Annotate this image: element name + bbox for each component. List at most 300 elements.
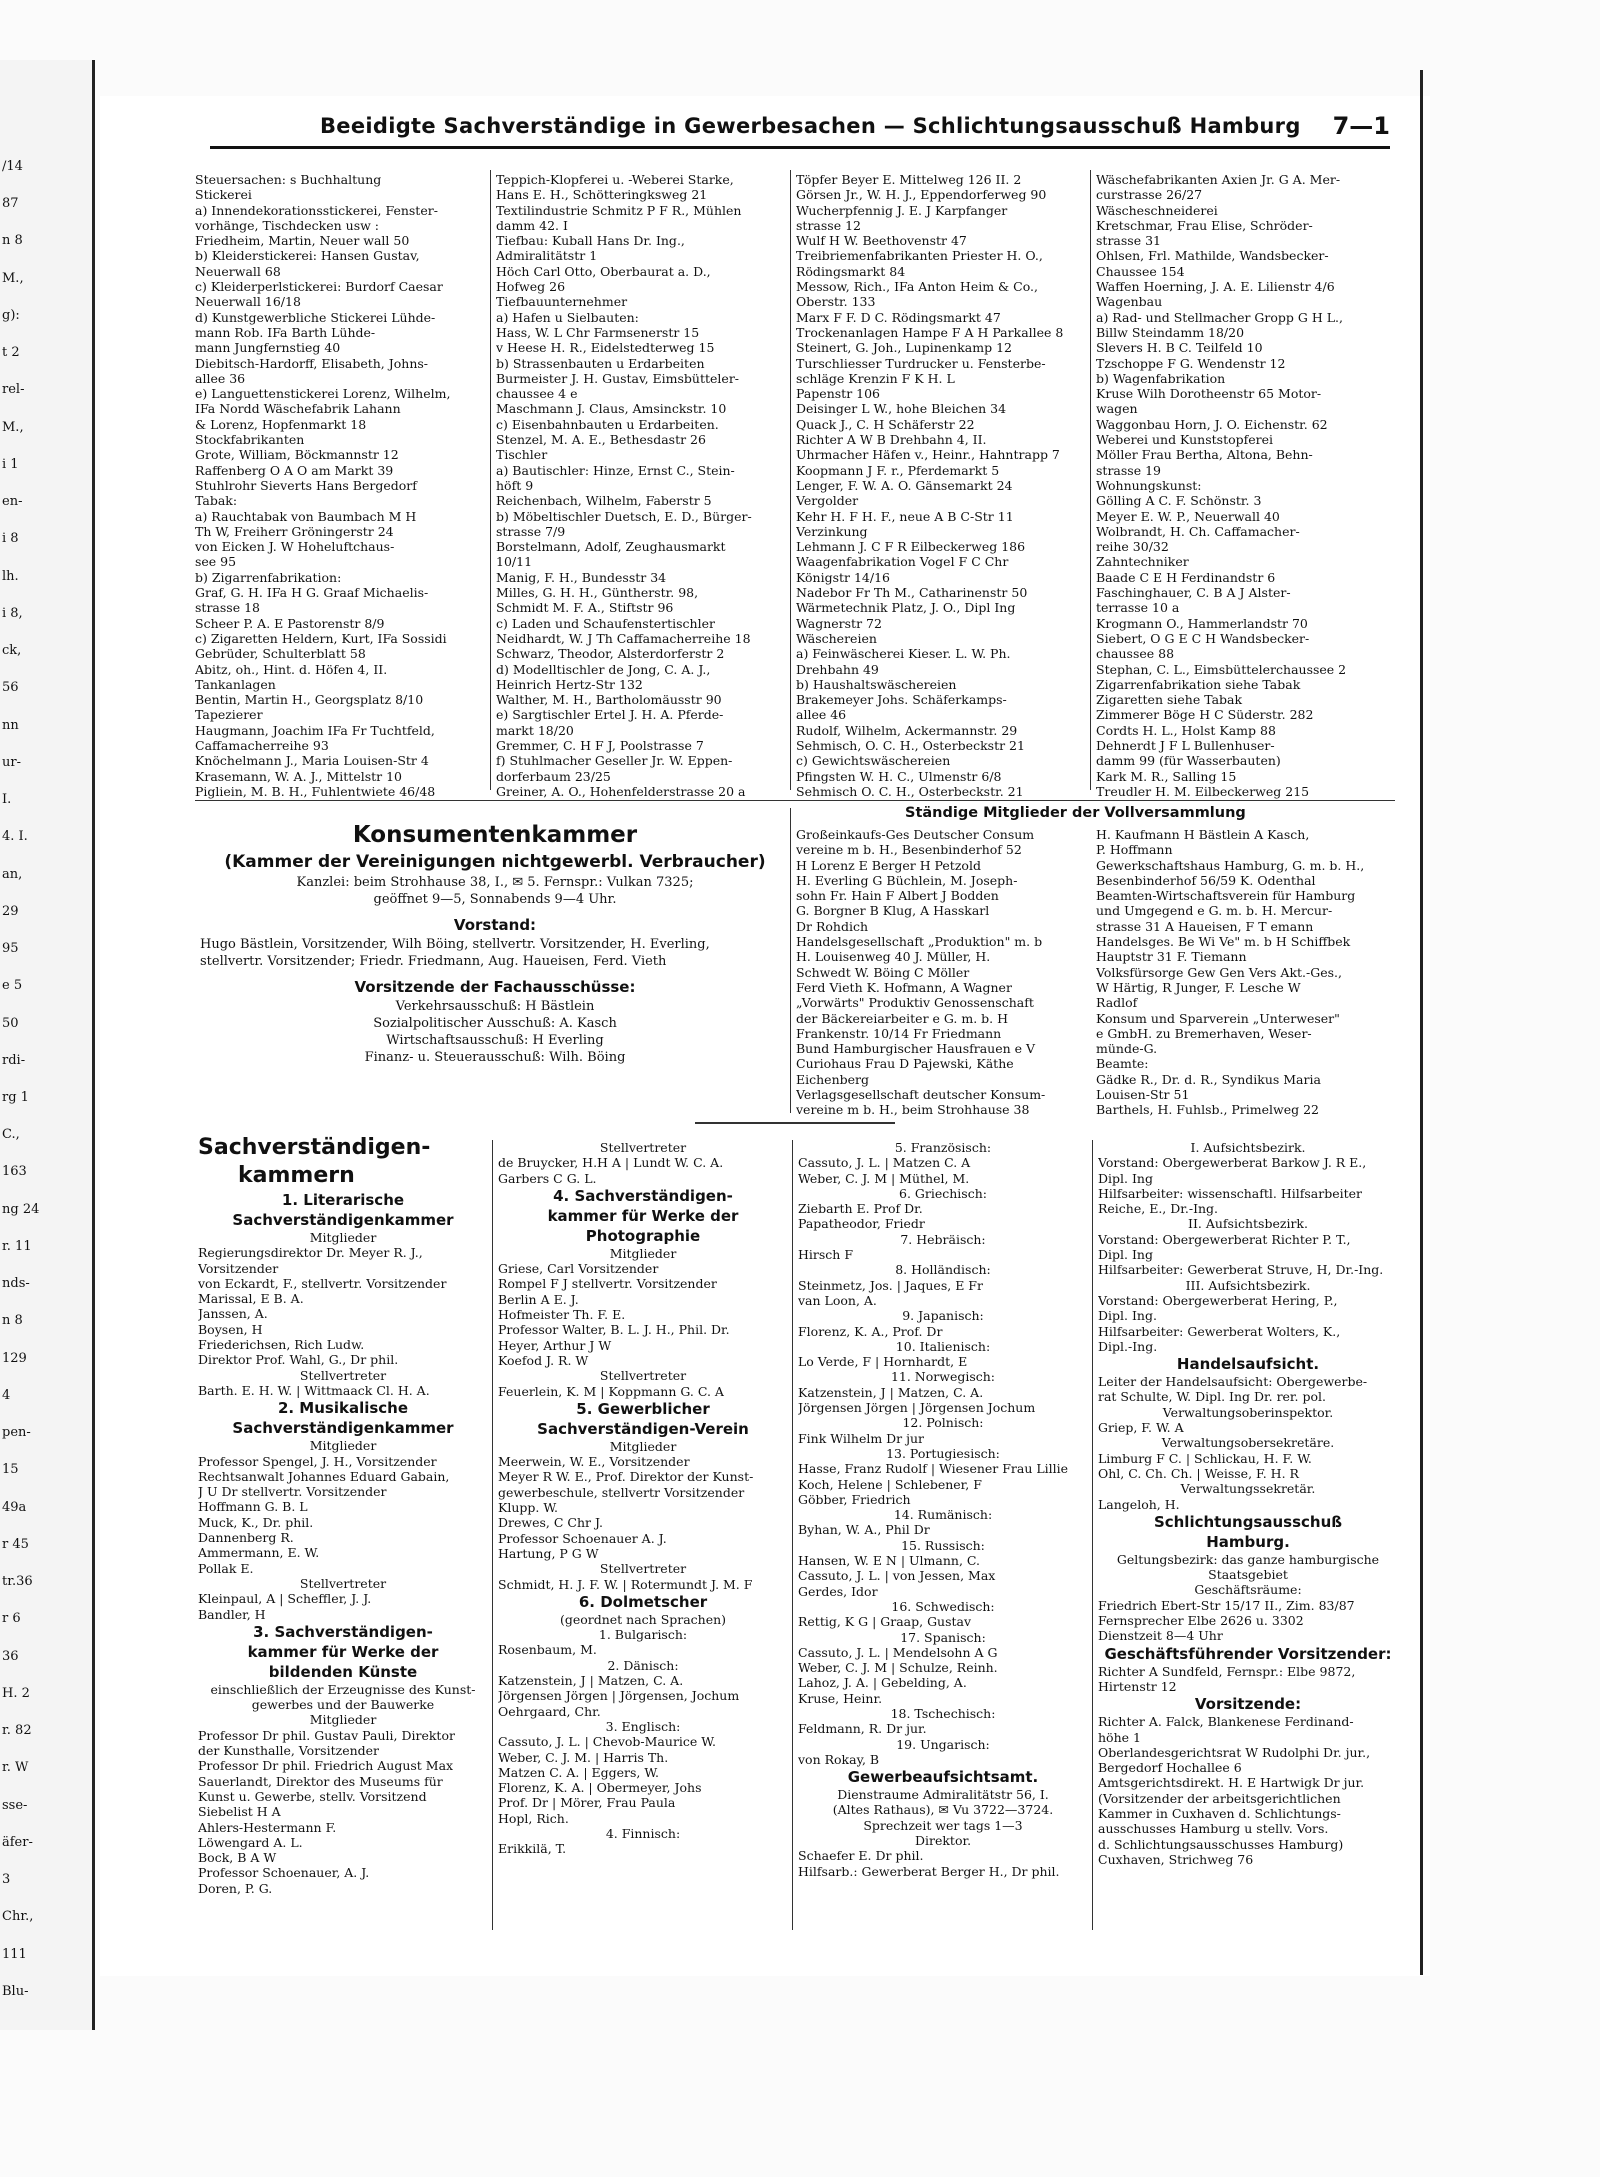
entry-line: Grote, William, Böckmannstr 12 xyxy=(195,447,399,463)
entry-line: Pfingsten W. H. C., Ulmenstr 6/8 xyxy=(796,768,1002,784)
margin-fragment: r. 82 xyxy=(2,1723,32,1739)
entry-line: Abitz, oh., Hint. d. Höfen 4, II. xyxy=(195,661,388,677)
entry-line: van Loon, A. xyxy=(798,1292,877,1308)
entry-line: Professor Dr phil. Gustav Pauli, Direktor xyxy=(198,1727,455,1743)
entry-line: Barthels, H. Fuhlsb., Primelweg 22 xyxy=(1096,1102,1320,1118)
entry-line: Oberlandesgerichtsrat W Rudolphi Dr. jur., xyxy=(1098,1744,1371,1760)
subheading: 17. Spanisch: xyxy=(900,1629,986,1645)
section-heading: Sachverständigen-Verein xyxy=(537,1419,749,1438)
entry-line: Marissal, E B. A. xyxy=(198,1291,304,1307)
margin-fragment: r 6 xyxy=(2,1611,21,1627)
entry-line: Dehnerdt J F L Bullenhuser- xyxy=(1096,737,1275,753)
entry-line: Ahlers-Hestermann F. xyxy=(198,1819,337,1835)
entry-line: Stephan, C. L., Eimsbüttelerchaussee 2 xyxy=(1096,661,1347,677)
entry-line: J U Dr stellvertr. Vorsitzender xyxy=(198,1484,387,1500)
entry-line: und Umgegend e G. m. b. H. Mercur- xyxy=(1096,903,1333,919)
margin-fragment: ur- xyxy=(2,754,21,770)
subheading: 11. Norwegisch: xyxy=(890,1369,996,1385)
subheading: 2. Dänisch: xyxy=(607,1657,679,1673)
entry-line: Dannenberg R. xyxy=(198,1530,294,1546)
entry-line: a) Innendekorationsstickerei, Fenster- xyxy=(195,202,438,218)
entry-line: Direktor Prof. Wahl, G., Dr phil. xyxy=(198,1352,399,1368)
subheading: 5. Französisch: xyxy=(894,1140,992,1155)
entry-line: Haugmann, Joachim IFa Fr Tuchtfeld, xyxy=(195,722,435,738)
entry-line: e GmbH. zu Bremerhaven, Weser- xyxy=(1096,1025,1312,1041)
entry-line: Meyer R W. E., Prof. Direktor der Kunst- xyxy=(498,1469,754,1485)
entry-line: a) Bautischler: Hinze, Ernst C., Stein- xyxy=(496,462,735,478)
committee-line: Verkehrsausschuß: H Bästlein xyxy=(395,999,595,1014)
entry-line: H. Everling G Büchlein, M. Joseph- xyxy=(796,872,1018,888)
entry-line: von Eicken J. W Hoheluftchaus- xyxy=(195,539,395,555)
section-heading: 3. Sachverständigen- xyxy=(253,1622,433,1641)
entry-line: Waagenfabrikation Vogel F C Chr xyxy=(796,554,1009,570)
section-heading: Gewerbeaufsichtsamt. xyxy=(847,1768,1039,1787)
margin-fragment: 49a xyxy=(2,1499,27,1515)
subheading: 3. Englisch: xyxy=(605,1718,681,1734)
entry-line: Admiralitätstr 1 xyxy=(496,248,598,264)
entry-line: Pigliein, M. B. H., Fuhlentwiete 46/48 xyxy=(195,783,436,799)
entry-line: Hilfsarbeiter: wissenschaftl. Hilfsarbeiter xyxy=(1098,1185,1362,1201)
entry-line: gewerbeschule, stellvertr Vorsitzender xyxy=(498,1484,745,1500)
entry-line: Curiohaus Frau D Pajewski, Käthe xyxy=(796,1056,1014,1072)
entry-line: W Härtig, R Junger, F. Lesche W xyxy=(1096,979,1301,995)
entry-line: Cassuto, J. L. | von Jessen, Max xyxy=(798,1568,996,1584)
entry-line: Amtsgerichtsdirekt. H. E Hartwigk Dr jur. xyxy=(1098,1775,1365,1791)
entry-line: (Vorsitzender der arbeitsgerichtlichen xyxy=(1098,1790,1341,1806)
margin-fragment: 36 xyxy=(2,1648,19,1664)
entry-line: Griep, F. W. A xyxy=(1098,1420,1184,1436)
committee-line: Wirtschaftsausschuß: H Everling xyxy=(386,1033,604,1048)
entry-line: Siebelist H A xyxy=(198,1804,281,1820)
entry-line: Fernsprecher Elbe 2626 u. 3302 xyxy=(1098,1613,1304,1629)
subheading: 15. Russisch: xyxy=(901,1537,985,1553)
entry-line: Volksfürsorge Gew Gen Vers Akt.-Ges., xyxy=(1096,964,1343,980)
entry-line: Messow, Rich., IFa Anton Heim & Co., xyxy=(796,279,1038,295)
entry-line: vereine m b. H., Besenbinderhof 52 xyxy=(796,842,1022,858)
konsum-title: Konsumentenkammer xyxy=(352,822,638,848)
entry-line: Erikkilä, T. xyxy=(498,1841,567,1857)
entry-line: Kleinpaul, A | Scheffler, J. J. xyxy=(198,1591,372,1607)
entry-line: Hopl, Rich. xyxy=(498,1810,569,1826)
margin-fragment: r. 11 xyxy=(2,1238,32,1254)
entry-line: c) Laden und Schaufenstertischler xyxy=(496,615,715,631)
entry-line: Wagnerstr 72 xyxy=(796,615,882,631)
entry-line: strasse 31 A Haueisen, F T emann xyxy=(1096,918,1314,934)
entry-line: Kunst u. Gewerbe, stellv. Vorsitzend xyxy=(198,1788,427,1804)
margin-fragment: r. W xyxy=(2,1760,29,1776)
entry-line: c) Kleiderperlstickerei: Burdorf Caesar xyxy=(195,279,443,295)
entry-line: Sauerlandt, Direktor des Museums für xyxy=(198,1773,443,1789)
entry-line: b) Zigarrenfabrikation: xyxy=(195,569,342,585)
entry-line: Professor Walter, B. L. J. H., Phil. Dr. xyxy=(498,1322,730,1338)
entry-line: Kammer in Cuxhaven d. Schlichtungs- xyxy=(1098,1805,1341,1821)
margin-fragment: 50 xyxy=(2,1015,19,1031)
entry-line: Löwengard A. L. xyxy=(198,1834,303,1850)
margin-fragment: 95 xyxy=(2,941,19,957)
entry-line: Cuxhaven, Strichweg 76 xyxy=(1098,1851,1254,1867)
entry-line: Hirtenstr 12 xyxy=(1098,1678,1177,1694)
section-heading: Sachverständigenkammer xyxy=(232,1419,454,1438)
entry-line: Hass, W. L Chr Farmsenerstr 15 xyxy=(496,324,700,340)
entry-line: Drehbahn 49 xyxy=(796,661,879,677)
entry-line: münde-G. xyxy=(1096,1041,1158,1057)
entry-line: Griese, Carl Vorsitzender xyxy=(498,1261,659,1277)
margin-fragment: äfer- xyxy=(2,1834,33,1850)
entry-line: Oberstr. 133 xyxy=(796,294,876,310)
section-heading: 5. Gewerblicher xyxy=(576,1399,710,1418)
entry-line: höhe 1 xyxy=(1098,1729,1141,1745)
margin-fragment: sse- xyxy=(2,1797,28,1813)
column-divider xyxy=(1090,170,1091,790)
entry-line: Hans E. H., Schötteringksweg 21 xyxy=(496,187,708,203)
entry-line: Trockenanlagen Hampe F A H Parkallee 8 xyxy=(796,324,1064,340)
entry-line: Milles, G. H. H., Güntherstr. 98, xyxy=(496,585,699,601)
entry-line: Nadebor Fr Th M., Catharinenstr 50 xyxy=(796,585,1028,601)
section-heading: Schlichtungsausschuß xyxy=(1153,1512,1343,1531)
entry-line: Handelsgesellschaft „Produktion" m. b xyxy=(796,934,1043,950)
entry-line: markt 18/20 xyxy=(496,722,574,738)
margin-fragment: r 45 xyxy=(2,1536,29,1552)
entry-line: Doren, P. G. xyxy=(198,1880,273,1896)
entry-line: Deisinger L W., hohe Bleichen 34 xyxy=(796,401,1007,417)
entry-line: Schaefer E. Dr phil. xyxy=(798,1848,924,1864)
subheading: III. Aufsichtsbezirk. xyxy=(1185,1277,1311,1293)
entry-line: d. Schlichtungsausschusses Hamburg) xyxy=(1098,1836,1344,1852)
entry-line: Tankanlagen xyxy=(195,676,276,692)
entry-line: Königstr 14/16 xyxy=(796,569,890,585)
column-divider xyxy=(790,170,791,790)
entry-line: chaussee 4 e xyxy=(496,386,578,402)
entry-line: Slevers H. B C. Teilfeld 10 xyxy=(1096,340,1263,356)
entry-line: mann Jungfernstieg 40 xyxy=(195,340,341,356)
subheading: 16. Schwedisch: xyxy=(891,1598,995,1614)
konsum-address: Kanzlei: beim Strohhause 38, I., ✉ 5. Fernspr.: Vulkan 7325; xyxy=(296,875,694,890)
entry-line: Hilfsarbeiter: Gewerberat Struve, H, Dr.-Ing. xyxy=(1098,1262,1384,1278)
entry-line: Fink Wilhelm Dr jur xyxy=(798,1430,925,1446)
entry-line: Stockfabrikanten xyxy=(195,432,305,448)
margin-fragment: 4. I. xyxy=(2,829,28,845)
konsum-hours: geöffnet 9—5, Sonnabends 9—4 Uhr. xyxy=(373,892,617,907)
entry-line: Marx F F. D C. Rödingsmarkt 47 xyxy=(796,309,1001,325)
entry-line: Dipl. Ing xyxy=(1098,1247,1153,1263)
entry-line: Borstelmann, Adolf, Zeughausmarkt xyxy=(496,539,726,555)
entry-line: Diebitsch-Hardorff, Elisabeth, Johns- xyxy=(195,355,429,371)
entry-line: Gewerkschaftshaus Hamburg, G. m. b. H., xyxy=(1096,857,1365,873)
entry-line: v Heese H. R., Eidelstedterweg 15 xyxy=(496,340,715,356)
section-heading: bildenden Künste xyxy=(268,1662,418,1681)
margin-fragment: i 8, xyxy=(2,605,23,621)
entry-line: Raffenberg O A O am Markt 39 xyxy=(195,462,394,478)
entry-line: Friedheim, Martin, Neuer wall 50 xyxy=(195,233,410,249)
entry-line: Limburg F C. | Schlickau, H. F. W. xyxy=(1098,1450,1312,1466)
entry-line: Th W, Freiherr Gröningerstr 24 xyxy=(195,523,394,539)
entry-line: Turschliesser Turdrucker u. Fensterbe- xyxy=(796,355,1046,371)
entry-line: Rödingsmarkt 84 xyxy=(796,263,906,279)
entry-line: Hilfsarb.: Gewerberat Berger H., Dr phil. xyxy=(798,1863,1060,1879)
konsum-subtitle: (Kammer der Vereinigungen nichtgewerbl. Verbraucher) xyxy=(224,852,766,872)
margin-fragment: rg 1 xyxy=(2,1090,29,1105)
section-heading: Photographie xyxy=(585,1226,701,1245)
entry-line: Brakemeyer Johs. Schäferkamps- xyxy=(796,692,1007,708)
entry-line: Faschinghauer, C. B A J Alster- xyxy=(1096,585,1291,601)
entry-line: b) Strassenbauten u Erdarbeiten xyxy=(496,355,705,371)
entry-line: Katzenstein, J | Matzen, C. A. xyxy=(498,1673,684,1689)
subheading: 9. Japanisch: xyxy=(902,1308,984,1324)
entry-line: reihe 30/32 xyxy=(1096,539,1169,555)
entry-line: Koefod J. R. W xyxy=(498,1352,589,1368)
entry-line: Graf, G. H. IFa H G. Graaf Michaelis- xyxy=(195,585,429,601)
subheading: I. Aufsichtsbezirk. xyxy=(1190,1140,1306,1155)
subheading: (geordnet nach Sprachen) xyxy=(559,1611,727,1627)
entry-line: Besenbinderhof 56/59 K. Odenthal xyxy=(1096,872,1316,888)
entry-line: Hansen, W. E N | Ulmann, C. xyxy=(798,1553,980,1569)
margin-fragment: n 8 xyxy=(2,1313,23,1329)
entry-line: Dr Rohdich xyxy=(796,918,869,934)
entry-line: Sehmisch, O. C. H., Osterbeckstr 21 xyxy=(796,737,1025,753)
column-divider xyxy=(490,170,491,790)
margin-fragment: Blu- xyxy=(2,1983,29,1999)
margin-fragment: 163 xyxy=(2,1164,27,1180)
entry-line: wagen xyxy=(1096,401,1138,417)
entry-line: Katzenstein, J | Matzen, C. A. xyxy=(798,1384,984,1400)
entry-line: curstrasse 26/27 xyxy=(1096,187,1203,203)
entry-line: Koopmann J F. r., Pferdemarkt 5 xyxy=(796,462,1000,478)
subheading: Stellvertreter xyxy=(599,1140,687,1155)
entry-line: Vorsitzender xyxy=(198,1260,279,1276)
entry-line: Lehmann J. C F R Eilbeckerweg 186 xyxy=(796,539,1026,555)
entry-line: Tiefbau: Kuball Hans Dr. Ing., xyxy=(496,233,685,249)
entry-line: c) Gewichtswäschereien xyxy=(796,753,951,769)
entry-line: Drewes, C Chr J. xyxy=(498,1515,603,1531)
entry-line: Zigarrenfabrikation siehe Tabak xyxy=(1096,676,1301,692)
subheading: Geschäftsräume: xyxy=(1194,1582,1302,1598)
entry-line: Muck, K., Dr. phil. xyxy=(198,1514,314,1530)
entry-line: Tapezierer xyxy=(195,707,263,723)
entry-line: e) Languettenstickerei Lorenz, Wilhelm, xyxy=(195,386,451,402)
margin-fragment: en- xyxy=(2,494,23,510)
entry-line: Großeinkaufs-Ges Deutscher Consum xyxy=(796,827,1035,842)
entry-line: c) Eisenbahnbauten u Erdarbeiten. xyxy=(496,416,719,432)
column-2-bottom xyxy=(498,1140,788,1935)
margin-fragment: M., xyxy=(2,419,24,435)
header-title: Beeidigte Sachverständige in Gewerbesachen — Schlichtungsausschuß Hamburg xyxy=(320,114,1301,138)
entry-line: Töpfer Beyer E. Mittelweg 126 II. 2 xyxy=(796,172,1022,187)
entry-line: Gölling A C. F. Schönstr. 3 xyxy=(1096,493,1262,509)
entry-line: Verzinkung xyxy=(796,523,868,539)
sachverstaendigen-title: Sachverständigen- xyxy=(198,1135,431,1160)
entry-line: Reichenbach, Wilhelm, Faberstr 5 xyxy=(496,493,712,509)
entry-line: Florenz, K. A. | Obermeyer, Johs xyxy=(498,1780,702,1796)
entry-line: Prof. Dr | Mörer, Frau Paula xyxy=(498,1795,676,1811)
vollversammlung-title: Ständige Mitglieder der Vollversammlung xyxy=(905,805,1246,821)
subheading: 4. Finnisch: xyxy=(605,1825,681,1841)
entry-line: Louisen-Str 51 xyxy=(1096,1087,1190,1103)
entry-line: Tischler xyxy=(496,447,548,463)
section-divider-short xyxy=(695,1122,895,1124)
margin-fragment: 4 xyxy=(2,1387,11,1403)
entry-line: strasse 12 xyxy=(796,217,861,233)
entry-line: Stenzel, M. A. E., Bethesdastr 26 xyxy=(496,432,706,448)
entry-line: damm 99 (für Wasserbauten) xyxy=(1096,753,1281,769)
entry-line: Chaussee 154 xyxy=(1096,263,1185,279)
entry-line: Treibriemenfabrikanten Priester H. O., xyxy=(796,248,1043,264)
entry-line: Bock, B A W xyxy=(198,1850,277,1866)
entry-line: Lahoz, J. A. | Gebelding, A. xyxy=(798,1675,967,1691)
margin-fragment: M., xyxy=(2,270,24,286)
entry-line: Scheer P. A. E Pastorenstr 8/9 xyxy=(195,615,385,631)
subheading: Verwaltungssekretär. xyxy=(1180,1481,1316,1497)
margin-fragment: t 2 xyxy=(2,345,20,361)
entry-line: a) Feinwäscherei Kieser. L. W. Ph. xyxy=(796,646,1011,662)
entry-line: a) Rauchtabak von Baumbach M H xyxy=(195,508,417,524)
entry-line: Byhan, W. A., Phil Dr xyxy=(798,1522,930,1538)
margin-fragment: 15 xyxy=(2,1462,19,1478)
entry-line: Papenstr 106 xyxy=(796,386,880,402)
margin-fragment: ck, xyxy=(2,643,22,659)
column-2-top xyxy=(496,172,788,802)
entry-line: Bandler, H xyxy=(198,1606,266,1622)
entry-line: Görsen Jr., W. H. J., Eppendorferweg 90 xyxy=(796,187,1047,203)
entry-line: Kehr H. F H. F., neue A B C-Str 11 xyxy=(796,508,1014,524)
subheading: Stellvertreter xyxy=(299,1575,387,1591)
entry-line: Krogmann O., Hammerlandstr 70 xyxy=(1096,615,1308,631)
margin-fragment: lh. xyxy=(2,568,19,584)
entry-line: Hofweg 26 xyxy=(496,279,566,295)
column-4-top xyxy=(1096,172,1396,802)
subheading: Mitglieder xyxy=(609,1245,677,1261)
subheading: 14. Rumänisch: xyxy=(893,1507,993,1523)
entry-line: a) Rad- und Stellmacher Gropp G H L., xyxy=(1096,309,1343,325)
entry-line: schläge Krenzin F K H. L xyxy=(796,370,955,386)
subheading: Staatsgebiet xyxy=(1208,1567,1288,1583)
entry-line: Papatheodor, Friedr xyxy=(798,1216,925,1232)
entry-line: von Rokay, B xyxy=(798,1751,880,1767)
entry-line: Heinrich Hertz-Str 132 xyxy=(496,676,643,692)
margin-fragment: 56 xyxy=(2,680,19,696)
committees-label: Vorsitzende der Fachausschüsse: xyxy=(354,978,636,996)
entry-line: strasse 18 xyxy=(195,600,260,616)
entry-line: sohn Fr. Hain F Albert J Bodden xyxy=(796,888,999,904)
entry-line: Höch Carl Otto, Oberbaurat a. D., xyxy=(496,263,711,279)
subheading: gewerbes und der Bauwerke xyxy=(251,1697,435,1713)
subheading: Mitglieder xyxy=(309,1438,377,1454)
entry-line: Teppich-Klopferei u. -Weberei Starke, xyxy=(496,172,734,187)
margin-fragment: ng 24 xyxy=(2,1201,40,1217)
column-divider xyxy=(790,808,791,1113)
margin-fragment: an, xyxy=(2,866,23,882)
margin-fragment: i 1 xyxy=(2,456,19,472)
margin-fragment: /14 xyxy=(2,159,23,174)
entry-line: Treudler H. M. Eilbeckerweg 215 xyxy=(1096,783,1310,799)
subheading: 19. Ungarisch: xyxy=(896,1736,990,1752)
entry-line: Friederichsen, Rich Ludw. xyxy=(198,1337,365,1353)
entry-line: Cassuto, J. L. | Mendelsohn A G xyxy=(798,1644,998,1660)
entry-line: Kruse, Heinr. xyxy=(798,1690,883,1706)
page-right-border xyxy=(1420,70,1423,1975)
entry-line: Wolbrandt, H. Ch. Caffamacher- xyxy=(1096,523,1300,539)
subheading: Geltungsbezirk: das ganze hamburgische xyxy=(1116,1551,1380,1567)
entry-line: Kruse Wilh Dorotheenstr 65 Motor- xyxy=(1096,386,1322,402)
entry-line: Dienstzeit 8—4 Uhr xyxy=(1098,1628,1223,1644)
entry-line: vereine m b. H., beim Strohhause 38 xyxy=(796,1102,1030,1118)
entry-line: Billw Steindamm 18/20 xyxy=(1096,324,1245,340)
section-divider xyxy=(195,800,1395,801)
entry-line: Matzen C. A. | Eggers, W. xyxy=(498,1764,660,1780)
entry-line: Pollak E. xyxy=(198,1560,254,1576)
entry-line: H. Kaufmann H Bästlein A Kasch, xyxy=(1096,827,1310,842)
subheading: 12. Polnisch: xyxy=(902,1415,984,1431)
entry-line: Oehrgaard, Chr. xyxy=(498,1703,601,1719)
entry-line: Wulf H W. Beethovenstr 47 xyxy=(796,233,967,249)
margin-fragment: nds- xyxy=(2,1276,30,1292)
subheading: (Altes Rathaus), ✉ Vu 3722—3724. xyxy=(832,1802,1054,1818)
section-heading: Hamburg. xyxy=(1206,1532,1290,1551)
entry-line: Handelsges. Be Wi Ve" m. b H Schiffbek xyxy=(1096,934,1351,950)
entry-line: Neuerwall 68 xyxy=(195,263,281,279)
section-heading: 4. Sachverständigen- xyxy=(553,1186,733,1205)
subheading: Verwaltungsobersekretäre. xyxy=(1161,1435,1335,1451)
entry-line: Professor Dr phil. Friedrich August Max xyxy=(198,1758,454,1774)
page-header xyxy=(210,110,1390,149)
subheading: 10. Italienisch: xyxy=(895,1338,991,1354)
entry-line: Maschmann J. Claus, Amsinckstr. 10 xyxy=(496,401,727,417)
entry-line: b) Kleiderstickerei: Hansen Gustav, xyxy=(195,248,420,264)
entry-line: Caffamacherreihe 93 xyxy=(195,737,329,753)
entry-line: Ohlsen, Frl. Mathilde, Wandsbecker- xyxy=(1096,248,1329,264)
entry-line: Tzschoppe F G. Wendenstr 12 xyxy=(1096,355,1286,371)
entry-line: Quack J., C. H Schäferstr 22 xyxy=(796,416,975,432)
section-heading: 2. Musikalische xyxy=(277,1399,409,1418)
entry-line: Stickerei xyxy=(195,187,252,203)
entry-line: Klupp. W. xyxy=(498,1500,558,1516)
entry-line: Stuhlrohr Sieverts Hans Bergedorf xyxy=(195,477,417,493)
entry-line: Beamte: xyxy=(1096,1056,1149,1072)
entry-line: Weber, C. J. M. | Harris Th. xyxy=(498,1749,669,1765)
subheading: 6. Griechisch: xyxy=(899,1185,987,1201)
entry-line: Koch, Helene | Schlebener, F xyxy=(798,1476,982,1492)
entry-line: Steinert, G. Joh., Lupinenkamp 12 xyxy=(796,340,1012,356)
margin-fragment: Chr., xyxy=(2,1909,34,1925)
entry-line: Professor Spengel, J. H., Vorsitzender xyxy=(198,1453,437,1469)
entry-line: Schmidt, H. J. F. W. | Rotermundt J. M. F xyxy=(498,1576,753,1592)
margin-fragment: 129 xyxy=(2,1350,27,1366)
column-4-bottom xyxy=(1098,1140,1398,1935)
adjacent-page-strip xyxy=(0,60,95,2030)
entry-line: d) Kunstgewerbliche Stickerei Lühde- xyxy=(195,309,436,325)
entry-line: c) Zigaretten Heldern, Kurt, IFa Sossidi xyxy=(195,630,447,646)
entry-line: Lo Verde, F | Hornhardt, E xyxy=(798,1354,968,1370)
entry-line: Ohl, C. Ch. Ch. | Weisse, F. H. R xyxy=(1098,1465,1299,1481)
entry-line: allee 36 xyxy=(195,370,246,386)
subheading: Sprechzeit wer tags 1—3 xyxy=(863,1817,1023,1833)
entry-line: Richter A Sundfeld, Fernspr.: Elbe 9872, xyxy=(1098,1663,1356,1679)
subheading: Mitglieder xyxy=(309,1712,377,1728)
entry-line: Kark M. R., Salling 15 xyxy=(1096,768,1237,784)
margin-fragment: C., xyxy=(2,1127,20,1143)
subheading: Stellvertreter xyxy=(599,1368,687,1384)
margin-fragment: n 8 xyxy=(2,233,23,249)
entry-line: see 95 xyxy=(195,554,237,570)
entry-line: Reiche, E., Dr.-Ing. xyxy=(1098,1201,1219,1217)
entry-line: Heyer, Arthur J W xyxy=(498,1337,612,1353)
entry-line: Vorstand: Obergewerberat Hering, P., xyxy=(1098,1292,1338,1308)
entry-line: Janssen, A. xyxy=(198,1306,268,1322)
entry-line: Manig, F. H., Bundesstr 34 xyxy=(496,569,667,585)
subheading: II. Aufsichtsbezirk. xyxy=(1188,1216,1308,1232)
entry-line: Konsum und Sparverein „Unterweser" xyxy=(1096,1010,1340,1026)
entry-line: Cassuto, J. L. | Matzen C. A xyxy=(798,1155,971,1171)
entry-line: Wäschereien xyxy=(796,630,877,646)
